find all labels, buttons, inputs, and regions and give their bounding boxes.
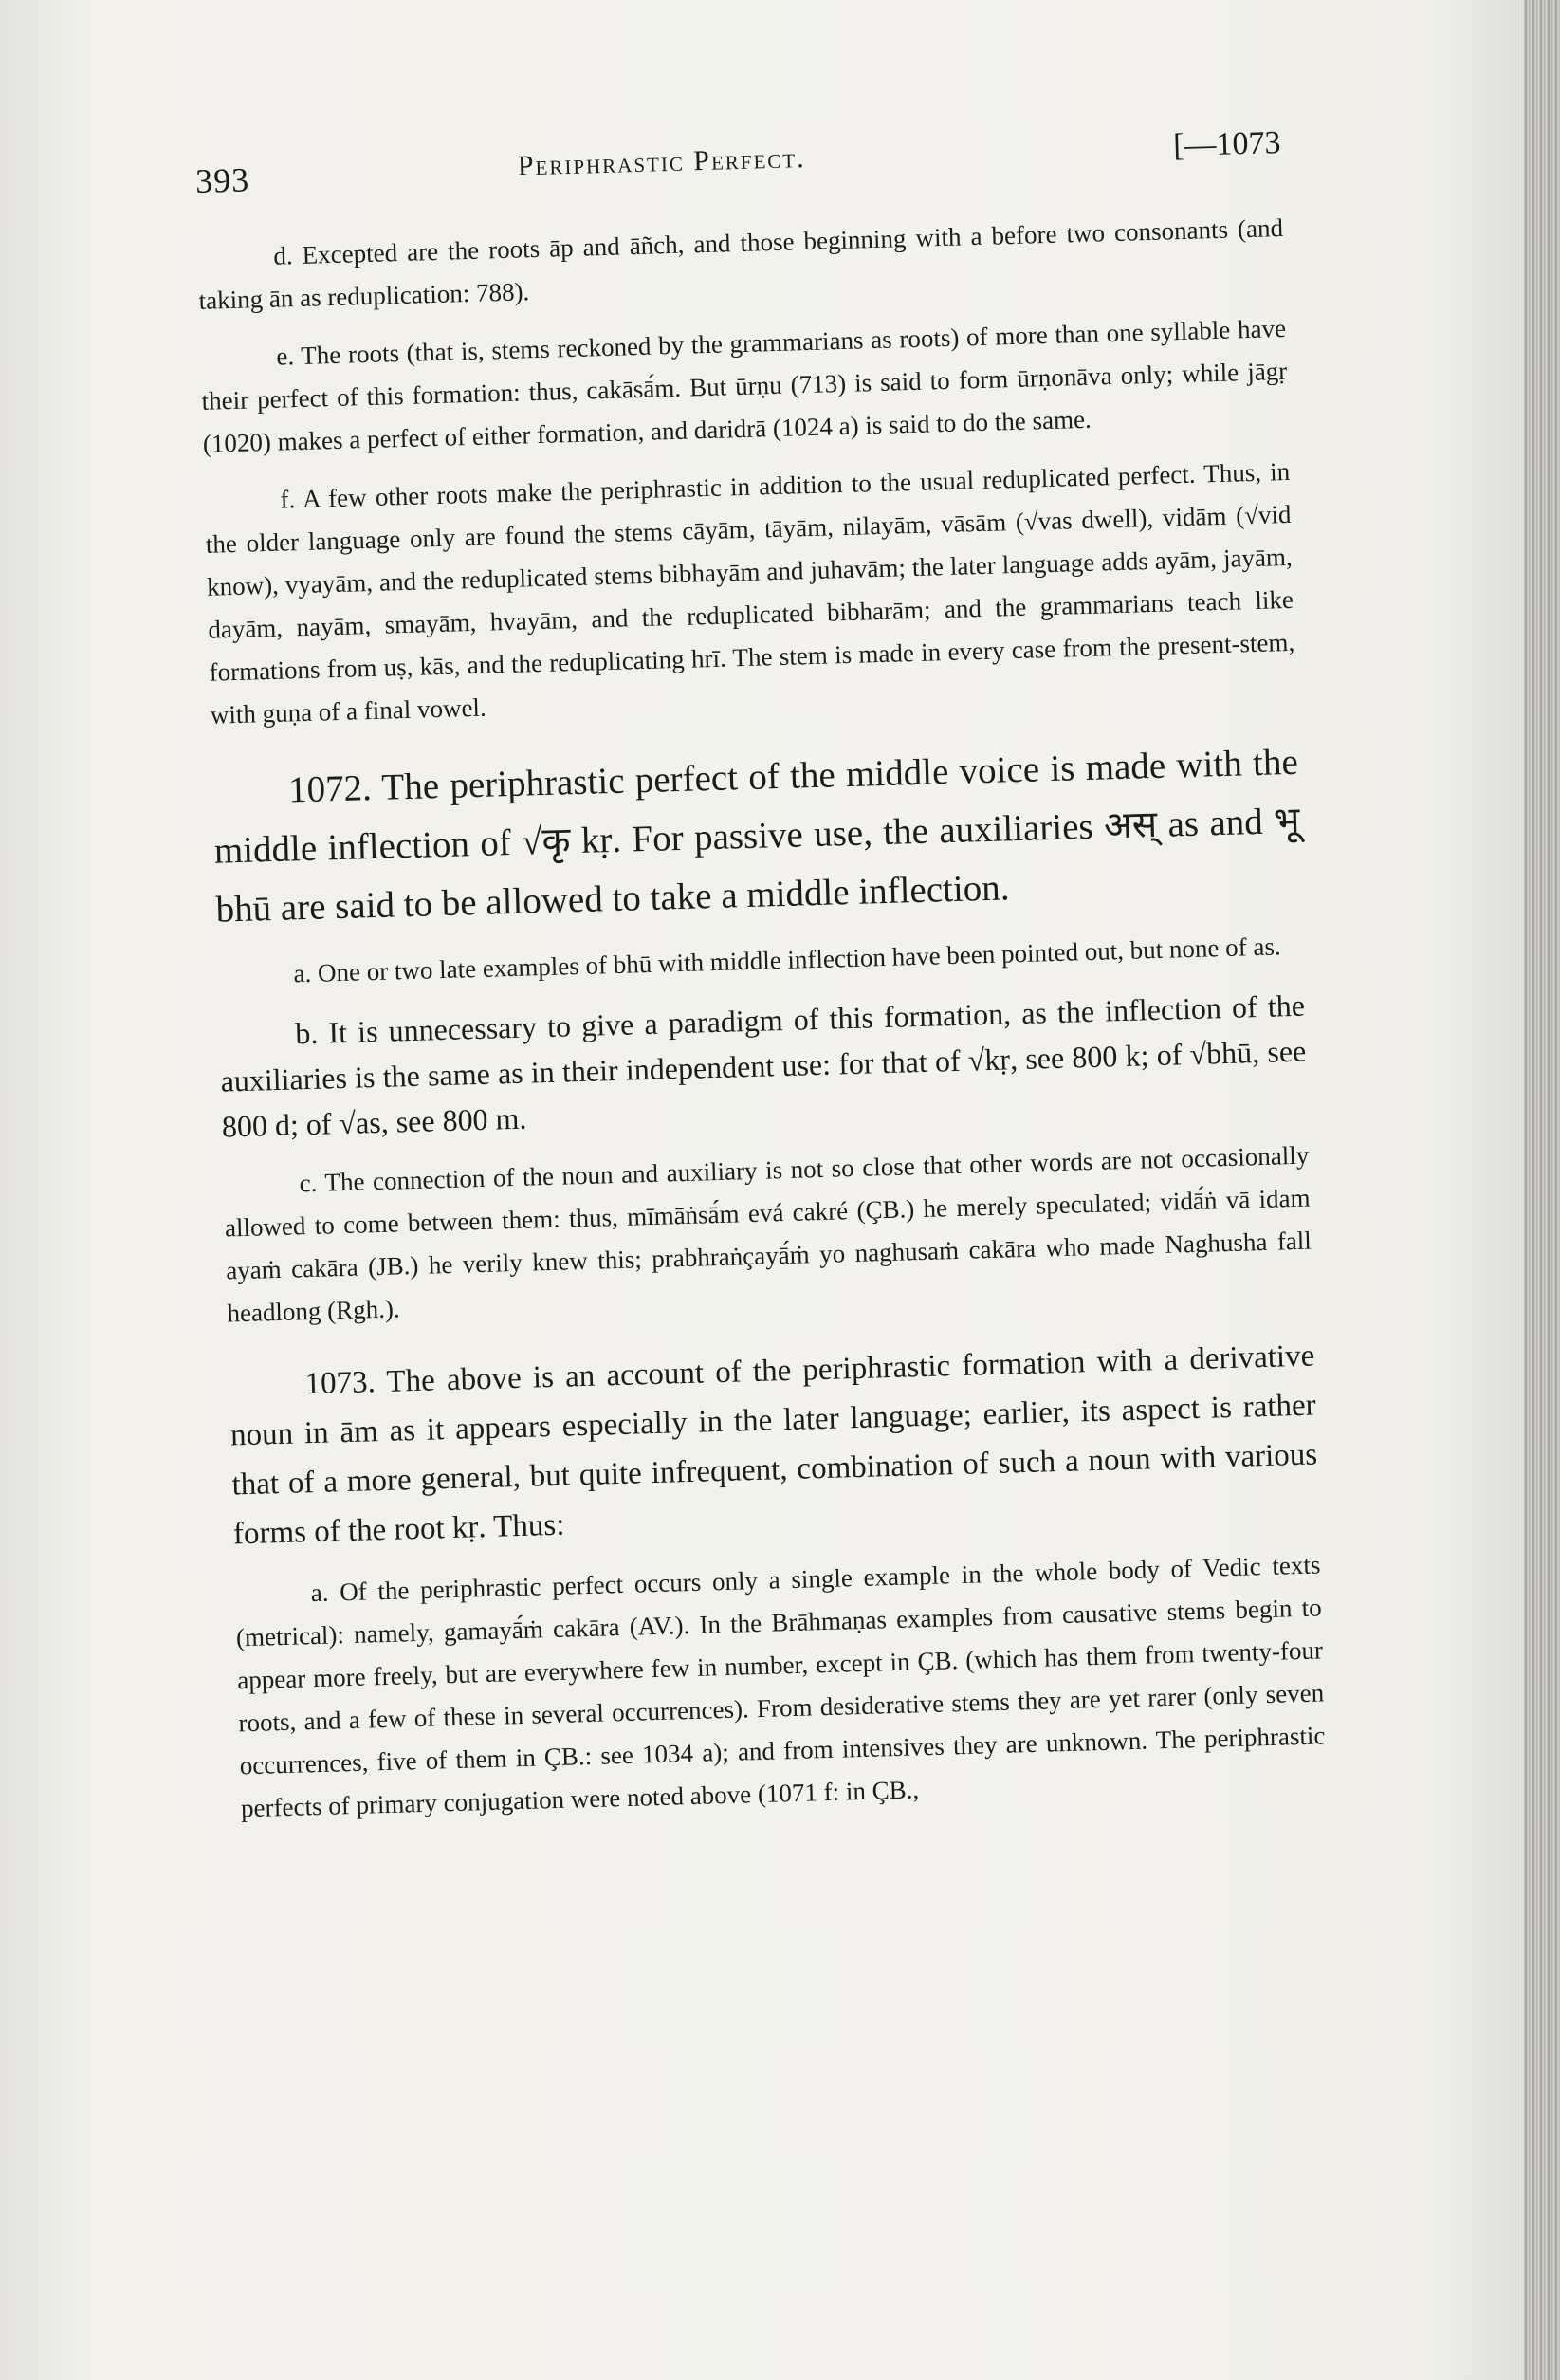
book-spine-edge <box>1524 0 1560 2380</box>
paragraph-1072: 1072. The periphrastic perfect of the middle voice is made with the middle inflection of √कृ kṛ. For passive use, the auxiliaries अस् as and भू bhū are said to be allowed to take a middle inflection. <box>213 741 1301 931</box>
paragraph-1071d: d. Excepted are the roots āp and āñch, and those beginning with a before two consonants (and taking ān as reduplication: 788). <box>198 212 1284 315</box>
page-content <box>194 112 1327 1830</box>
page-number: 393 <box>194 160 250 200</box>
paragraph-1071e: e. The roots (that is, stems reckoned by the grammarians as roots) of more than one syllable have their perfect of this formation: thus, cakāsā́m. But ūrṇu (713) is said to form ūrṇonāva only; while jāgṛ (1020) makes a perfect of either formation, and daridrā (1024 a) is said to do the same. <box>201 313 1288 458</box>
paragraph-1071f: f. A few other roots make the periphrastic in addition to the usual reduplicated perfect. Thus, in the older language only are found the stems cāyām, tāyām, nilayām, vāsām (√vas dwell), vidām (√vid know), vyayām, and the reduplicated stems bibhayām and juhavām; the later language adds ayām, jayām, dayām, nayām, smayām, hvayām, and the reduplicated bibharām; and the grammarians teach like formations from uṣ, kās, and the reduplicating hrī. The stem is made in every case from the present-stem, with guṇa of a final vowel. <box>205 456 1295 729</box>
running-title: Periphrastic Perfect. <box>517 142 807 182</box>
paragraph-1073a: a. Of the periphrastic perfect occurs only a single example in the whole body of Vedic texts (metrical): namely, gamayā́ṁ cakāra (AV.). In the Brāhmaṇas examples from causative stems begin to appear more freely, but are everywhere few in number, except in ÇB. (which has them from twenty-four roots, and a few of these in several occurrences). From desiderative stems they are yet rarer (only seven occurrences, five of them in ÇB.: see 1034 a); and from intensives they are unknown. The periphrastic perfects of primary conjugation were noted above (1071 f: in ÇB., <box>235 1550 1326 1823</box>
paragraph-1072a: a. One or two late examples of bhū with middle inflection have been pointed out, but none of as. <box>293 932 1282 988</box>
paragraph-1073: 1073. The above is an account of the periphrastic formation with a derivative noun in ām as it appears especially in the later language; earlier, its aspect is rather that of a more general, but quite infrequent, combination of such a noun with various forms of the root kṛ. Thus: <box>229 1338 1318 1552</box>
section-reference: [—1073 <box>1172 125 1281 164</box>
paragraph-1072b: b. It is unnecessary to give a paradigm of this formation, as the inflection of the auxiliaries is the same as in their independent use: for that of √kṛ, see 800 k; of √bhū, see 800 d; of √as, see 800 m. <box>220 987 1307 1144</box>
paragraph-1072c: c. The connection of the noun and auxiliary is not so close that other words are not occasionally allowed to come between them: thus, mīmāṅsā́m evá cakré (ÇB.) he merely speculated; vidā́ṅ vā idam ayaṁ cakāra (JB.) he verily knew this; prabhraṅçayā́ṁ yo naghusaṁ cakāra who made Naghusha fall headlong (Rgh.). <box>224 1140 1312 1328</box>
